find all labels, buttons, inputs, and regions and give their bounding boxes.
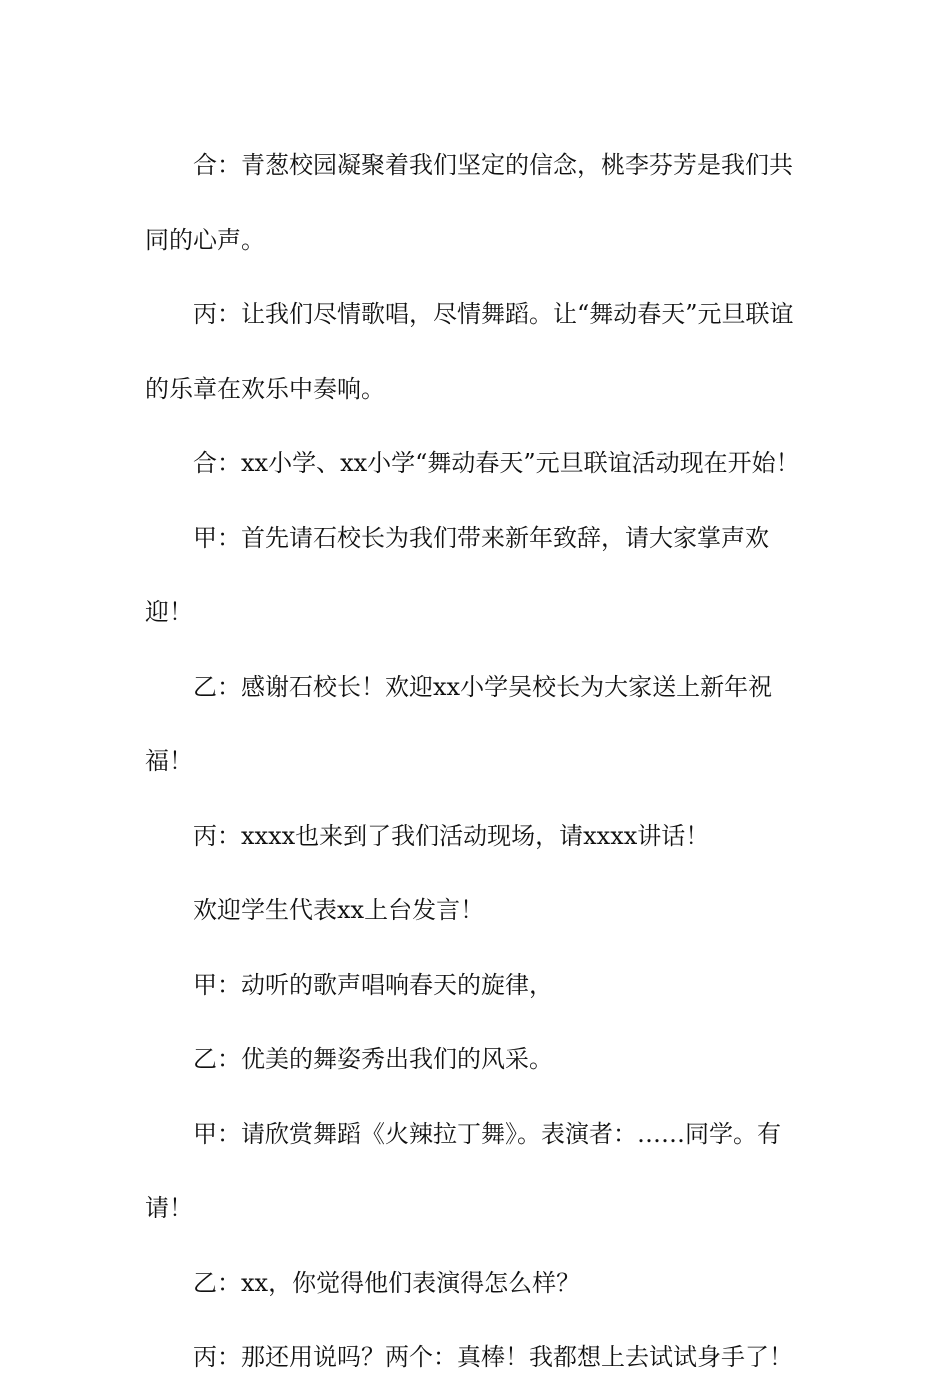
paragraph-4: 甲：首先请石校长为我们带来新年致辞，请大家掌声欢迎！ bbox=[145, 523, 769, 626]
paragraph-8: 甲：动听的歌声唱响春天的旋律， bbox=[193, 970, 553, 999]
paragraph-12: 丙：那还用说吗？两个：真棒！我都想上去试试身手了！ bbox=[193, 1343, 793, 1371]
paragraph-3: 合：xx小学、xx小学“舞动春天”元旦联谊活动现在开始！ bbox=[193, 449, 800, 477]
document-body bbox=[145, 128, 815, 1395]
paragraph-10: 甲：请欣赏舞蹈《火辣拉丁舞》。表演者：……同学。有请！ bbox=[145, 1119, 781, 1222]
paragraph-1: 合：青葱校园凝聚着我们坚定的信念，桃李芬芳是我们共同的心声。 bbox=[145, 151, 793, 254]
paragraph-9: 乙：优美的舞姿秀出我们的风采。 bbox=[193, 1045, 553, 1073]
paragraph-7: 欢迎学生代表xx上台发言！ bbox=[193, 896, 485, 924]
paragraph-6: 丙：xxxx也来到了我们活动现场，请xxxx讲话！ bbox=[193, 821, 710, 850]
paragraph-2: 丙：让我们尽情歌唱，尽情舞蹈。让“舞动春天”元旦联谊的乐章在欢乐中奏响。 bbox=[145, 300, 794, 403]
paragraph-11: 乙：xx，你觉得他们表演得怎么样？ bbox=[193, 1268, 581, 1297]
paragraph-5: 乙：感谢石校长！欢迎xx小学吴校长为大家送上新年祝福！ bbox=[145, 672, 773, 775]
